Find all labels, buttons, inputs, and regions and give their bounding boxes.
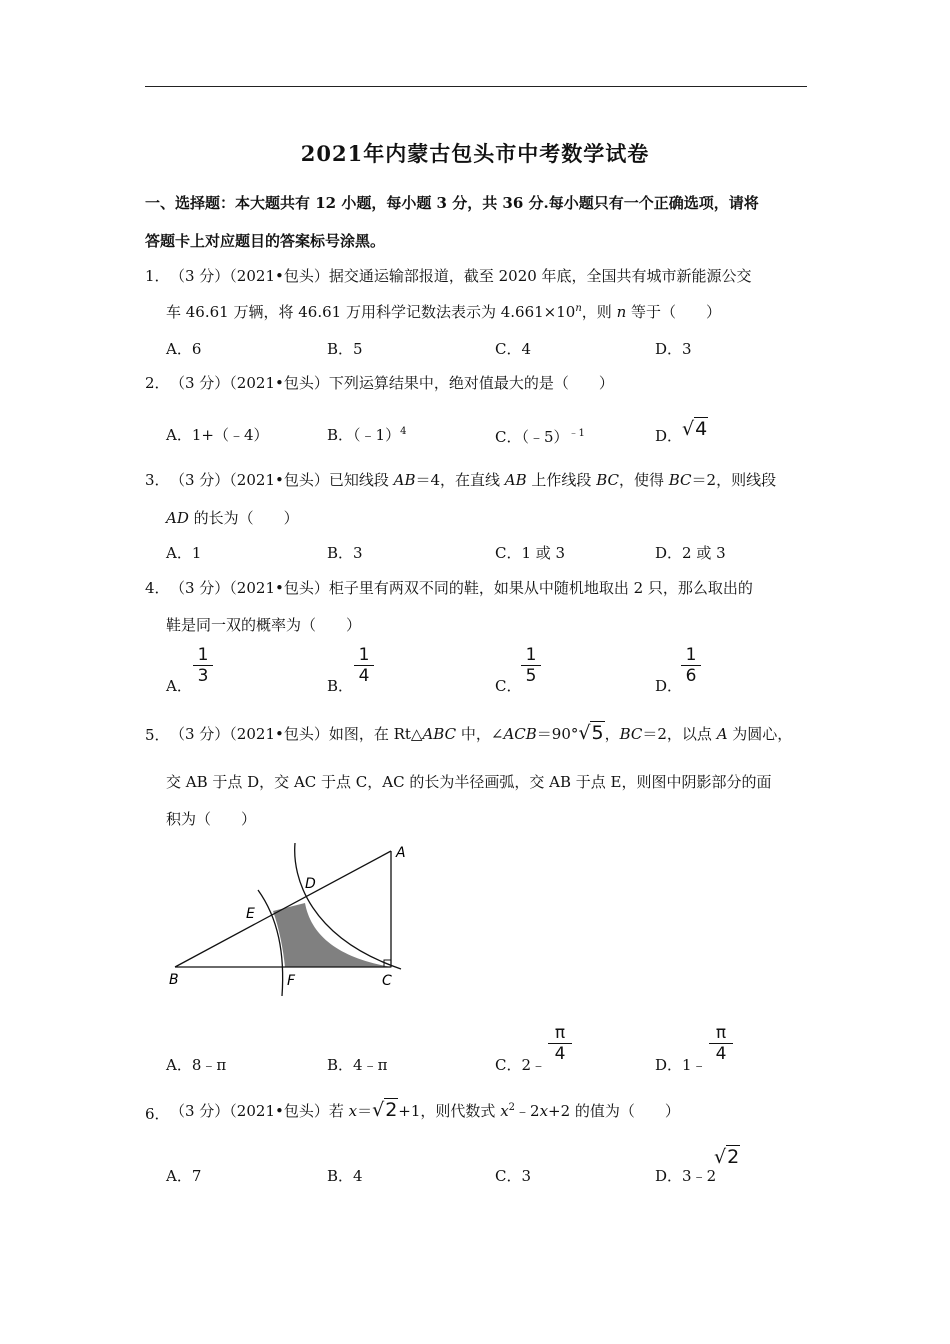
section-heading-line2: 答题卡上对应题目的答案标号涂黑。 bbox=[145, 232, 386, 250]
q1-option-d: D．3 bbox=[655, 340, 692, 358]
sqrt-symbol: √5 bbox=[578, 722, 604, 744]
q4-option-b: B． bbox=[327, 677, 354, 695]
q2-option-b: B．（﹣1）$^4$ bbox=[327, 426, 407, 444]
q4-line1: （3 分）（2021•包头）柜子里有两双不同的鞋，如果从中随机地取出 2 只，那么取出的 bbox=[170, 579, 753, 597]
q1-line1: （3 分）（2021•包头）据交通运输部报道，截至 2020 年底，全国共有城市新能源公交 bbox=[170, 267, 752, 285]
sqrt-symbol: √4 bbox=[682, 418, 708, 440]
q3-option-a: A．1 bbox=[166, 544, 202, 562]
q5-option-c: C．2﹣ bbox=[495, 1056, 547, 1074]
q2-number: 2． bbox=[145, 374, 170, 392]
q4-frac-d: 1 6 bbox=[681, 646, 701, 685]
section-heading-line1: 一、选择题：本大题共有 12 小题，每小题 3 分，共 36 分.每小题只有一个正确选项，请将 bbox=[145, 194, 759, 212]
q5-line1: （3 分）（2021•包头）如图，在 Rt△ABC 中，∠ACB＝90°√5，BC＝2，以点 A 为圆心， bbox=[170, 722, 793, 744]
q5-frac-c: π 4 bbox=[548, 1024, 572, 1063]
q4-option-d: D． bbox=[655, 677, 683, 695]
q4-frac-b: 1 4 bbox=[354, 646, 374, 685]
q1-number: 1． bbox=[145, 267, 170, 285]
q5-frac-d: π 4 bbox=[709, 1024, 733, 1063]
q5-option-b: B．4﹣π bbox=[327, 1056, 388, 1074]
q2-option-c: C．（﹣5）$^{﹣1}$ bbox=[495, 428, 585, 446]
q6-option-b: B．4 bbox=[327, 1167, 363, 1185]
q3-option-b: B．3 bbox=[327, 544, 363, 562]
sqrt-symbol: √2 bbox=[372, 1099, 398, 1121]
q3-number: 3． bbox=[145, 471, 170, 489]
label-d: D bbox=[305, 876, 316, 892]
q6-line1: （3 分）（2021•包头）若 x＝√2+1，则代数式 $x^2﹣2x+2$ 的值为（ ） bbox=[170, 1099, 680, 1121]
q3-line2: AD 的长为（ ） bbox=[166, 509, 299, 527]
q1-option-a: A．6 bbox=[166, 340, 202, 358]
label-b: B bbox=[169, 972, 179, 988]
arc-centered-b bbox=[258, 890, 283, 996]
q1-option-c: C．4 bbox=[495, 340, 532, 358]
label-e: E bbox=[246, 906, 255, 922]
label-f: F bbox=[287, 973, 296, 989]
q4-option-c: C． bbox=[495, 677, 522, 695]
label-a: A bbox=[396, 845, 406, 861]
q5-option-d: D．1﹣ bbox=[655, 1056, 707, 1074]
q3-line1: （3 分）（2021•包头）已知线段 AB＝4，在直线 AB 上作线段 BC，使得 BC＝2，则线段 bbox=[170, 471, 777, 489]
q5-geometry-figure bbox=[165, 838, 415, 998]
q3-option-d: D．2 或 3 bbox=[655, 544, 726, 562]
q6-option-d-sqrt: √2 bbox=[714, 1146, 740, 1168]
q4-frac-a: 1 3 bbox=[193, 646, 213, 685]
q2-option-a: A．1+（﹣4） bbox=[166, 426, 269, 444]
page-title: 2021年内蒙古包头市中考数学试卷 bbox=[300, 141, 650, 166]
label-c: C bbox=[382, 973, 392, 989]
q2-option-d: D．√4 bbox=[655, 418, 708, 445]
q6-option-d: D．3﹣2 bbox=[655, 1167, 717, 1185]
q6-option-c: C．3 bbox=[495, 1167, 532, 1185]
q3-option-c: C．1 或 3 bbox=[495, 544, 566, 562]
q5-line3: 积为（ ） bbox=[166, 810, 257, 828]
q6-option-a: A．7 bbox=[166, 1167, 202, 1185]
q6-number: 6． bbox=[145, 1105, 170, 1123]
q1-option-b: B．5 bbox=[327, 340, 363, 358]
q5-option-a: A．8﹣π bbox=[166, 1056, 227, 1074]
q4-frac-c: 1 5 bbox=[521, 646, 541, 685]
header-rule bbox=[145, 86, 807, 87]
q4-option-a: A． bbox=[166, 677, 192, 695]
q1-line2: 车 46.61 万辆，将 46.61 万用科学记数法表示为 $4.661\times 10^n$，则 n 等于（ ） bbox=[166, 303, 722, 321]
q4-line2: 鞋是同一双的概率为（ ） bbox=[166, 616, 362, 634]
q2-line1: （3 分）（2021•包头）下列运算结果中，绝对值最大的是（ ） bbox=[170, 374, 614, 392]
q5-number: 5． bbox=[145, 726, 170, 744]
q4-number: 4． bbox=[145, 579, 170, 597]
q5-line2: 交 AB 于点 D，交 AC 于点 C，AC 的长为半径画弧，交 AB 于点 E，则图中阴影部分的面 bbox=[166, 773, 772, 791]
